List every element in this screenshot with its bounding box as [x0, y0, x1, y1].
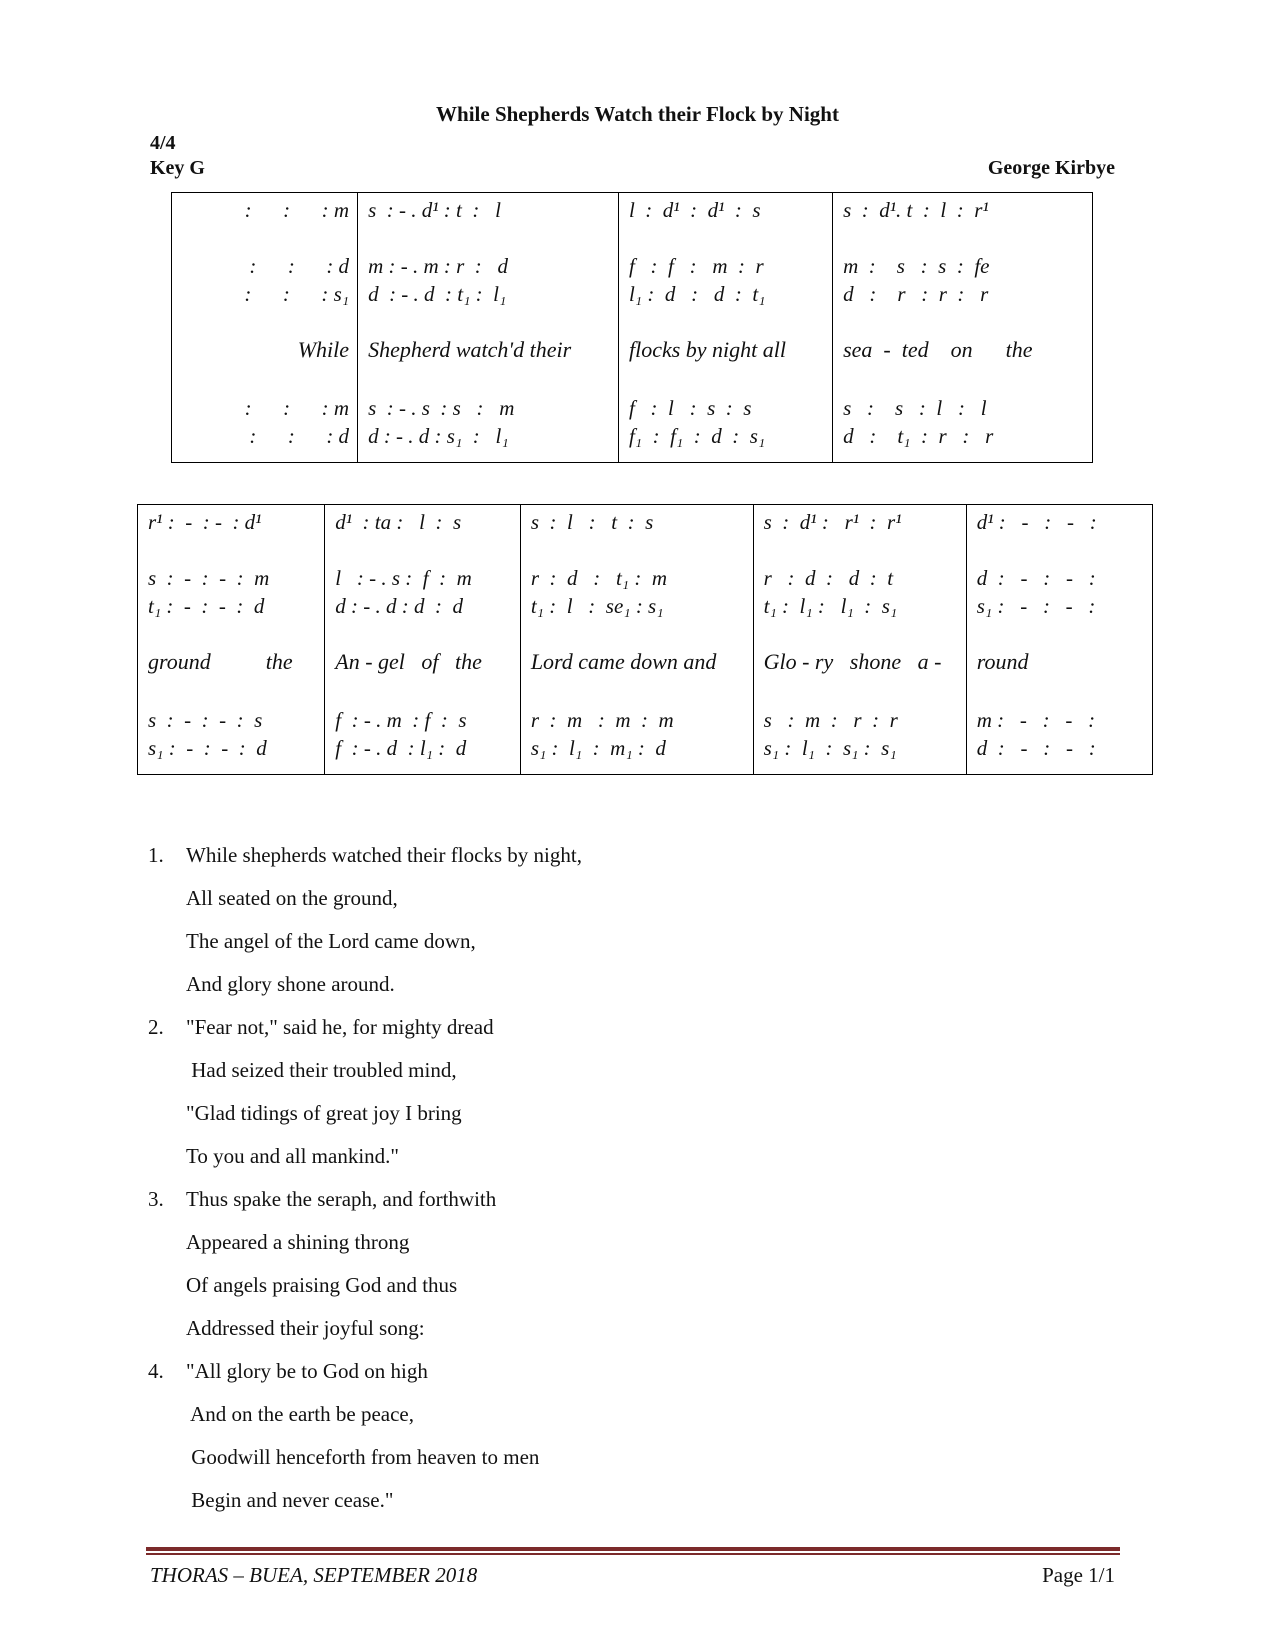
verse-text: The angel of the Lord came down,	[186, 929, 476, 953]
lyrics-line: ground the	[148, 649, 293, 674]
score-system-1	[171, 192, 1093, 463]
verse-text: Begin and never cease."	[186, 1488, 394, 1512]
measure	[138, 505, 324, 774]
bass-line: d : t₁ : r : r	[843, 424, 994, 448]
lyrics-line: Glo - ry shone a -	[763, 649, 942, 674]
key-signature: Key G	[150, 157, 205, 179]
bass-line: s₁ : l₁ : m₁ : d	[530, 736, 666, 760]
alto-sub-line: t₁ : l₁ : l₁ : s₁	[763, 594, 898, 618]
lyrics-line: flocks by night all	[628, 337, 786, 362]
score-system-2	[137, 504, 1153, 775]
alto-line: m : s : s : fe	[843, 254, 990, 278]
alto-line: r : d : t₁ : m	[530, 566, 668, 590]
measure	[172, 193, 357, 462]
tenor-line: m : - : - :	[976, 708, 1096, 732]
bass-line: : : : d	[249, 424, 350, 448]
tenor-line: s : - . s : s : m	[368, 396, 515, 420]
lyrics-line: Lord came down and	[530, 649, 717, 674]
verse-text: "Fear not," said he, for mighty dread	[186, 1015, 494, 1039]
lyrics-line: round	[976, 649, 1029, 674]
alto-sub-line: : : : s₁	[244, 282, 350, 306]
tenor-line: f : l : s : s	[628, 396, 752, 420]
alto-line: f : f : m : r	[628, 254, 764, 278]
footer-rule	[146, 1547, 1120, 1551]
tenor-line: r : m : m : m	[530, 708, 674, 732]
verse-text: Of angels praising God and thus	[186, 1273, 458, 1297]
song-title: While Shepherds Watch their Flock by Night	[436, 102, 839, 126]
soprano-line: s : d¹. t : l : r¹	[843, 198, 989, 222]
composer-name: George Kirbye	[987, 157, 1115, 179]
measure	[833, 193, 1092, 462]
alto-sub-line: d : - . d : d : d	[335, 594, 463, 618]
verse-text: While shepherds watched their flocks by night,	[186, 843, 582, 867]
verse-number: 1.	[148, 843, 164, 867]
soprano-line: d¹ : ta : l : s	[335, 510, 462, 534]
verse-number: 4.	[148, 1359, 164, 1383]
measure	[358, 193, 618, 462]
verse-text: And glory shone around.	[186, 972, 395, 996]
verse-text: All seated on the ground,	[186, 886, 398, 910]
alto-line: r : d : d : t	[763, 566, 894, 590]
alto-sub-line: d : r : r : r	[843, 282, 989, 306]
alto-sub-line: t₁ : - : - : d	[148, 594, 265, 618]
measure	[967, 505, 1152, 774]
measure	[619, 193, 832, 462]
soprano-line: s : d¹ : r¹ : r¹	[763, 510, 902, 534]
alto-sub-line: d : - . d : t₁ : l₁	[368, 282, 507, 306]
time-signature: 4/4	[150, 132, 176, 154]
alto-line: : : : d	[249, 254, 350, 278]
soprano-line: s : - . d¹ : t : l	[368, 198, 501, 222]
bass-line: d : - . d : s₁ : l₁	[368, 424, 509, 448]
footer-rule-thin	[146, 1553, 1120, 1555]
verse-text: And on the earth be peace,	[186, 1402, 414, 1426]
verse-text: "All glory be to God on high	[186, 1359, 428, 1383]
verse-text: Addressed their joyful song:	[186, 1316, 425, 1340]
footer-left: THORAS – BUEA, SEPTEMBER 2018	[150, 1563, 478, 1587]
measure	[754, 505, 966, 774]
lyrics-line: While	[297, 337, 350, 362]
tenor-line: f : - . m : f : s	[335, 708, 467, 732]
bass-line: s₁ : l₁ : s₁ : s₁	[763, 736, 897, 760]
page-number: Page 1/1	[1042, 1563, 1115, 1587]
alto-sub-line: s₁ : - : - :	[976, 594, 1096, 618]
lyrics-line: Shepherd watch'd their	[368, 337, 572, 362]
tenor-line: s : m : r : r	[763, 708, 898, 732]
verse-number: 3.	[148, 1187, 164, 1211]
verse-text: Thus spake the seraph, and forthwith	[186, 1187, 497, 1211]
verse-text: "Glad tidings of great joy I bring	[186, 1101, 462, 1125]
lyrics-line: An - gel of the	[335, 649, 482, 674]
verse-number: 2.	[148, 1015, 164, 1039]
verse-text: Appeared a shining throng	[186, 1230, 410, 1254]
alto-line: d : - : - :	[976, 566, 1096, 590]
soprano-line: s : l : t : s	[530, 510, 654, 534]
soprano-line: l : d¹ : d¹ : s	[628, 198, 761, 222]
alto-sub-line: l₁ : d : d : t₁	[628, 282, 766, 306]
bass-line: f : - . d : l₁ : d	[335, 736, 467, 760]
soprano-line: : : : m	[244, 198, 350, 222]
verse-text: Goodwill henceforth from heaven to men	[186, 1445, 540, 1469]
tenor-line: s : s : l : l	[843, 396, 987, 420]
soprano-line: r¹ : - : - : d¹	[148, 510, 262, 534]
soprano-line: d¹ : - : - :	[976, 510, 1097, 534]
alto-sub-line: t₁ : l : se₁ : s₁	[530, 594, 664, 618]
alto-line: l : - . s : f : m	[335, 566, 472, 590]
measure	[521, 505, 753, 774]
bass-line: d : - : - :	[976, 736, 1096, 760]
verse-text: Had seized their troubled mind,	[186, 1058, 457, 1082]
bass-line: f₁ : f₁ : d : s₁	[628, 424, 766, 448]
alto-line: s : - : - : m	[148, 566, 270, 590]
measure	[325, 505, 520, 774]
alto-line: m : - . m : r : d	[368, 254, 509, 278]
tenor-line: : : : m	[244, 396, 350, 420]
lyrics-line: sea - ted on the	[843, 337, 1033, 362]
verse-text: To you and all mankind."	[186, 1144, 399, 1168]
tenor-line: s : - : - : s	[148, 708, 263, 732]
bass-line: s₁ : - : - : d	[148, 736, 267, 760]
